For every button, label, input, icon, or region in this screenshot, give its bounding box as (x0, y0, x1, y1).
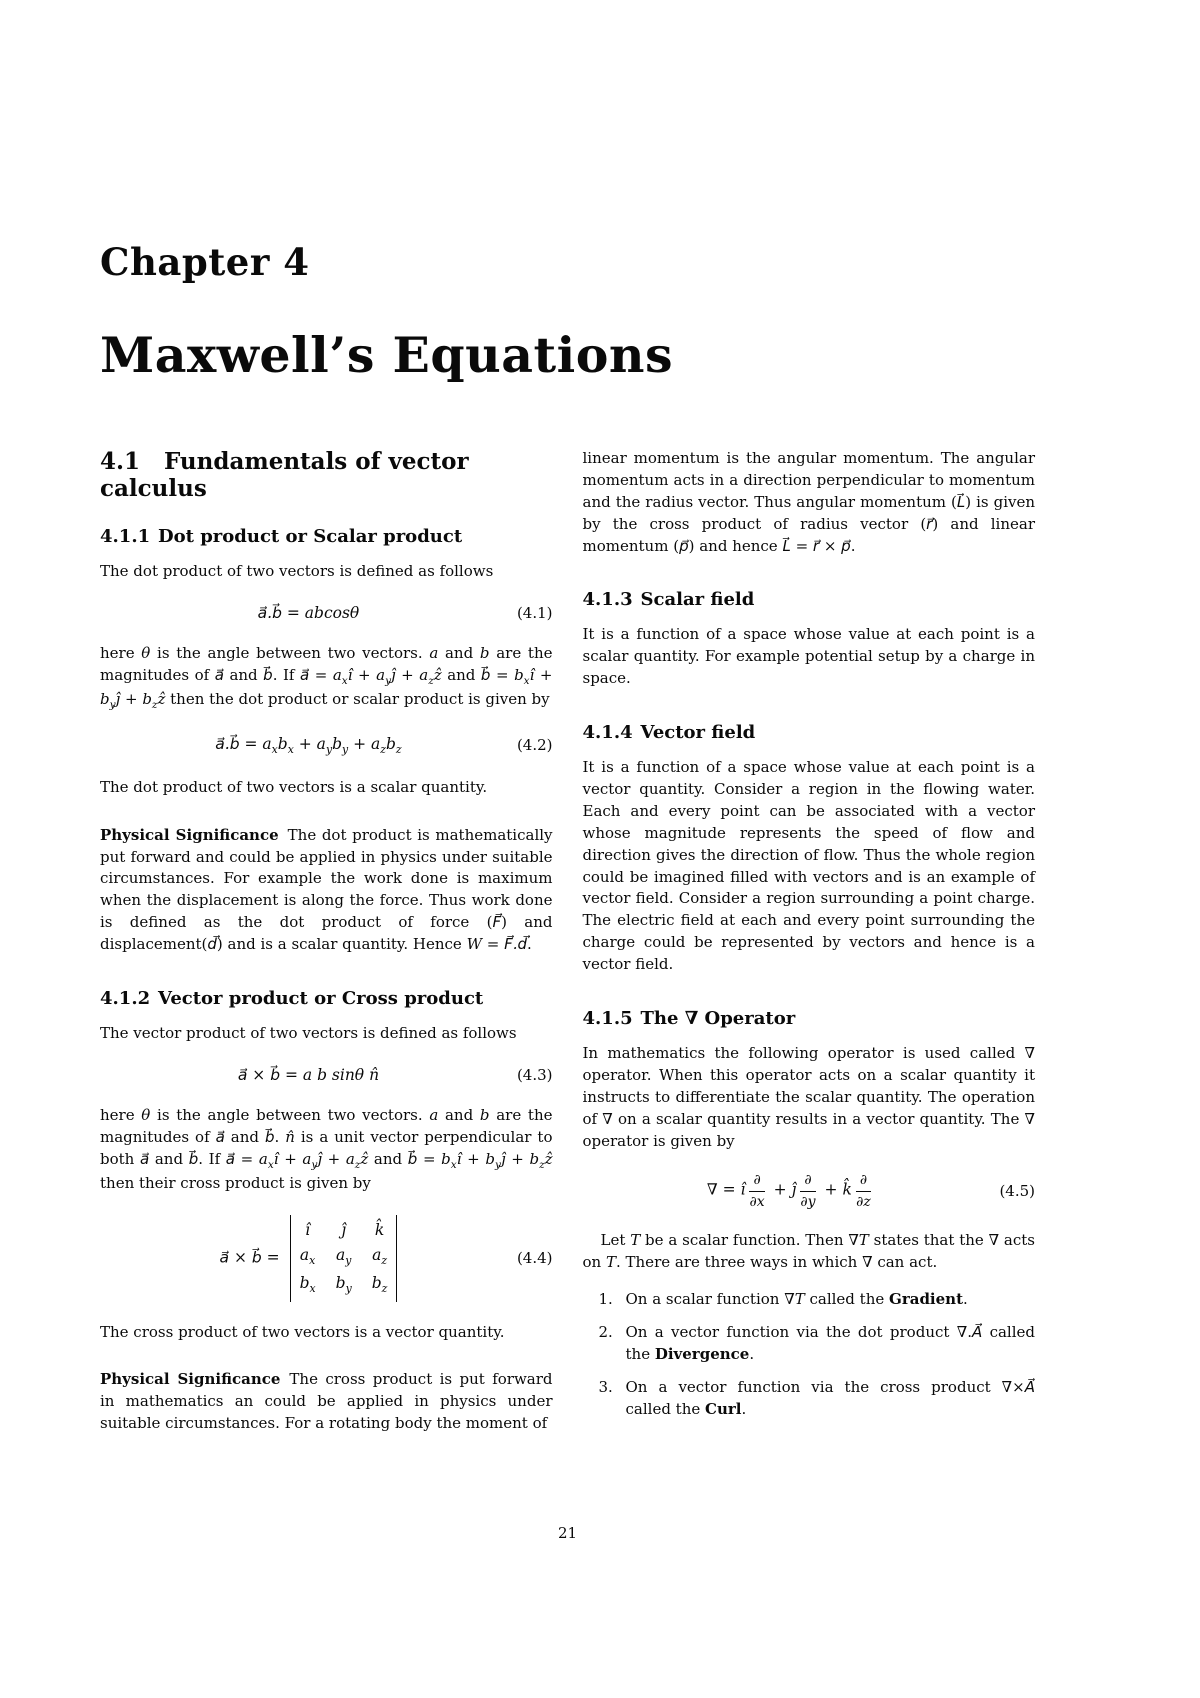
subsection-title: Dot product or Scalar product (158, 526, 463, 547)
subsection-number: 4.1.3 (582, 589, 633, 611)
subsection-heading-4-1-4 (583, 722, 1036, 743)
subsection-title: Vector field (640, 722, 756, 744)
equation-number: (4.1) (516, 603, 553, 622)
paragraph-cross-product-components: here θ is the angle between two vectors. a and b are the magnitudes of a⃗ and b⃗. n̂ is a unit vector perpendicular to both a⃗ and b⃗. If a⃗ = $a_xî$ + $a_yĵ$ + $a_zẑ$ and b⃗ = $b_xî$ + $b_yĵ$ + $b_zẑ$ then their cross product is given by (100, 1106, 553, 1193)
equation-number: (4.5) (999, 1182, 1035, 1201)
subsection-title: Vector product or Cross product (158, 988, 484, 1009)
equation-4-3 (100, 1065, 553, 1085)
equation-4-5 (583, 1172, 1036, 1209)
right-column (583, 448, 1036, 1439)
subsection-title: Scalar field (640, 589, 755, 611)
subsection-number: 4.1.1 (100, 526, 151, 547)
subsection-number: 4.1.5 (582, 1008, 633, 1030)
section-heading-4-1 (100, 448, 553, 502)
list-item (599, 1322, 1036, 1366)
equation-body: a⃗ × b⃗ = a b sinθ n̂ (237, 1065, 380, 1084)
paragraph-dot-product-intro: The dot product of two vectors is defined as follows (100, 562, 494, 580)
equation-number: (4.2) (516, 736, 553, 755)
subsection-heading-4-1-2 (100, 988, 553, 1009)
equation-number: (4.4) (516, 1249, 553, 1268)
equation-4-2 (100, 734, 553, 757)
equation-body: a⃗.b⃗ = abcosθ (257, 603, 360, 622)
chapter-title: Maxwell’s Equations (100, 326, 674, 384)
subsection-title: The ∇ Operator (640, 1008, 796, 1030)
paragraph-dot-product-components: here θ is the angle between two vectors. a and b are the magnitudes of a⃗ and b⃗. If a⃗ = $a_xî$ + $a_yĵ$ + $a_zẑ$ and b⃗ = $b_xî$ + $b_yĵ$ + $b_zẑ$ then the dot product or scalar product is given by (100, 644, 553, 712)
section-number: 4.1 (100, 448, 141, 475)
paragraph-nabla-intro: In mathematics the following operator is used called ∇ operator. When this operator acts on a scalar quantity it instructs to differentiate the scalar quantity. The operation of ∇ on a scalar quantity results in a vector quantity. The ∇ operator is given by (582, 1044, 1035, 1150)
equation-4-4 (100, 1215, 553, 1302)
section-title: Fundamentals of vector calculus (100, 448, 469, 502)
equation-body: ∇ = î $\frac{\partial}{\partial x}$ + ĵ $\frac{\partial}{\partial y}$ + k̂ $\frac{\partial}{\partial z}$ (706, 1172, 871, 1210)
page-number: 21 (557, 1524, 578, 1542)
list-item-text: On a vector function via the cross product ∇×A⃗ called the Curl. (625, 1378, 1035, 1419)
paragraph-cross-product-intro: The vector product of two vectors is defined as follows (100, 1024, 517, 1042)
paragraph-scalar-field: It is a function of a space whose value at each point is a scalar quantity. For example potential setup by a charge in space. (582, 625, 1035, 688)
list-item (599, 1377, 1036, 1421)
equation-number: (4.3) (516, 1065, 553, 1084)
paragraph-physical-significance-cross: Physical Significance The cross product is put forward in mathematics an could be applied in physics under suitable circumstances. For a rotating body the moment of (100, 1370, 553, 1433)
list-item-marker: 3. (598, 1378, 613, 1397)
paragraph-angular-momentum: linear momentum is the angular momentum. The angular momentum acts in a direction perpendicular to momentum and the radius vector. Thus angular momentum (L⃗) is given by the cross product of radius vector (r⃗) and linear momentum (p⃗) and hence L⃗ = r⃗ × p⃗. (582, 449, 1036, 555)
equation-body: a⃗.b⃗ = $a_xb_x + a_yb_y + a_zb_z$ (215, 734, 402, 756)
subsection-heading-4-1-5 (583, 1008, 1036, 1029)
equation-body: a⃗ × b⃗ = î ĵ k̂ $a_x$ $a_y$ $a_z$ $b_x$ $b_y$ $b_z$ (100, 1215, 517, 1302)
chapter-label: Chapter 4 (100, 240, 310, 284)
list-item-marker: 2. (598, 1323, 613, 1342)
subsection-number: 4.1.4 (582, 722, 633, 744)
two-column-layout (100, 448, 1035, 1439)
paragraph-scalar-note: The dot product of two vectors is a scalar quantity. (100, 777, 488, 796)
list-item-marker: 1. (598, 1290, 613, 1309)
paragraph-vector-note: The cross product of two vectors is a vector quantity. (100, 1322, 505, 1341)
subsection-heading-4-1-1 (100, 526, 553, 547)
list-item (599, 1289, 1036, 1311)
paragraph-physical-significance-dot: Physical Significance The dot product is mathematically put forward and could be applied in physics under suitable circumstances. For example the work done is maximum when the displacement is along the force. Thus work done is defined as the dot product of force (F⃗) and displacement(d⃗) and is a scalar quantity. Hence W = F⃗.d⃗. (100, 825, 553, 954)
subsection-heading-4-1-3 (583, 589, 1036, 610)
list-item-text: On a vector function via the dot product ∇.A⃗ called the Divergence. (625, 1323, 1035, 1364)
nabla-actions-list (583, 1289, 1036, 1420)
list-item-text: On a scalar function ∇T called the Gradient. (625, 1290, 968, 1309)
left-column (100, 448, 553, 1439)
paragraph-nabla-ways: Let T be a scalar function. Then ∇T states that the ∇ acts on T. There are three ways in which ∇ can act. (582, 1230, 1035, 1271)
paragraph-vector-field: It is a function of a space whose value at each point is a vector quantity. Consider a region in the flowing water. Each and every point can be associated with a vector whose magnitude represents the speed of flow and direction gives the direction of flow. Thus the whole region could be imagined filled with vectors and is an example of vector field. Consider a region surrounding a point charge. The electric field at each and every point surrounding the charge could be represented by vectors and hence is a vector field. (582, 758, 1035, 974)
equation-4-1 (100, 603, 553, 623)
subsection-number: 4.1.2 (100, 988, 151, 1009)
